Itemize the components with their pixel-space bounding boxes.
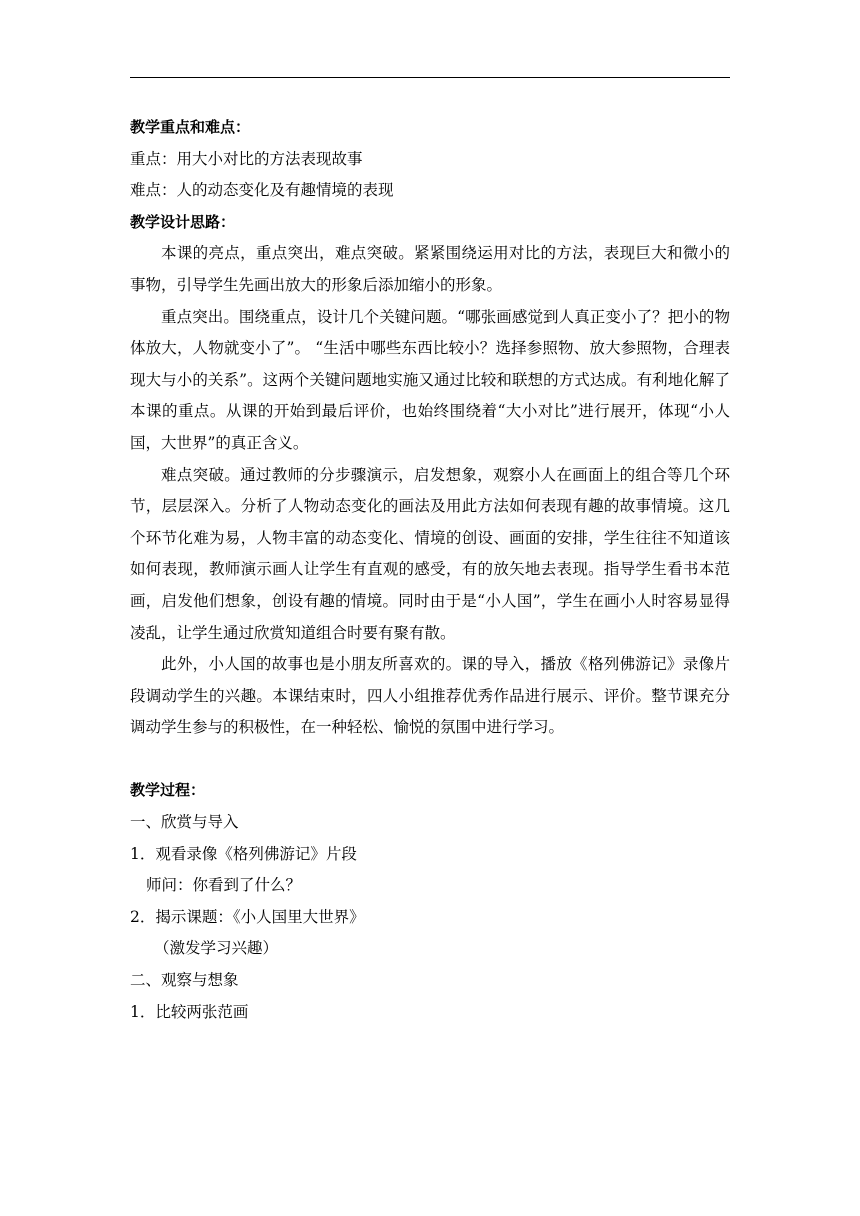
process-item-4: 2．揭示课题：《小人国里大世界》 xyxy=(130,907,365,926)
process-item-7: 1．比较两张范画 xyxy=(130,1002,249,1021)
blank-line xyxy=(130,744,730,776)
design-paragraph-2: 重点突出。围绕重点，设计几个关键问题。“哪张画感觉到人真正变小了？把小的物体放大，人物就变小了”。 “生活中哪些东西比较小？选择参照物、放大参照物，合理表现大与小的关系”。这两个关键问题地实施又通过比较和联想的方式达成。有利地化解了本课的重点。从课的开始到最后评价，也始终围绕着“大小对比”进行展开，体现“小人国，大世界”的真正含义。 xyxy=(130,307,730,452)
design-paragraph-4: 此外，小人国的故事也是小朋友所喜欢的。课的导入，播放《格列佛游记》录像片段调动学生的兴趣。本课结束时，四人小组推荐优秀作品进行展示、评价。整节课充分调动学生参与的积极性，在一种轻松、愉悦的氛围中进行学习。 xyxy=(130,655,730,737)
process-item-3: 师问：你看到了什么？ xyxy=(146,876,302,895)
process-heading: 教学过程： xyxy=(130,781,206,800)
difficulty-line: 难点：人的动态变化及有趣情境的表现 xyxy=(130,181,394,200)
design-paragraph-3: 难点突破。通过教师的分步骤演示，启发想象，观察小人在画面上的组合等几个环节，层层深入。分析了人物动态变化的画法及用此方法如何表现有趣的故事情境。这几个环节化难为易，人物丰富的动态变化、情境的创设、画面的安排，学生往往不知道该如何表现，教师演示画人让学生有直观的感受，有的放矢地去表现。指导学生看书本范画，启发他们想象，创设有趣的情境。同时由于是“小人国”，学生在画小人时容易显得凌乱，让学生通过欣赏知道组合时要有聚有散。 xyxy=(130,465,730,642)
design-heading: 教学设计思路： xyxy=(130,212,236,231)
header-rule xyxy=(130,77,730,78)
focus-line: 重点：用大小对比的方法表现故事 xyxy=(130,149,363,168)
design-paragraph-1: 本课的亮点，重点突出，难点突破。紧紧围绕运用对比的方法，表现巨大和微小的事物，引导学生先画出放大的形象后添加缩小的形象。 xyxy=(130,244,730,294)
process-item-5: （激发学习兴趣） xyxy=(154,939,279,958)
process-item-2: 1．观看录像《格列佛游记》片段 xyxy=(130,844,357,863)
key-points-heading: 教学重点和难点： xyxy=(130,118,251,136)
process-item-6: 二、观察与想象 xyxy=(130,971,239,990)
document-body xyxy=(130,112,730,1028)
process-item-1: 一、欣赏与导入 xyxy=(130,813,239,832)
